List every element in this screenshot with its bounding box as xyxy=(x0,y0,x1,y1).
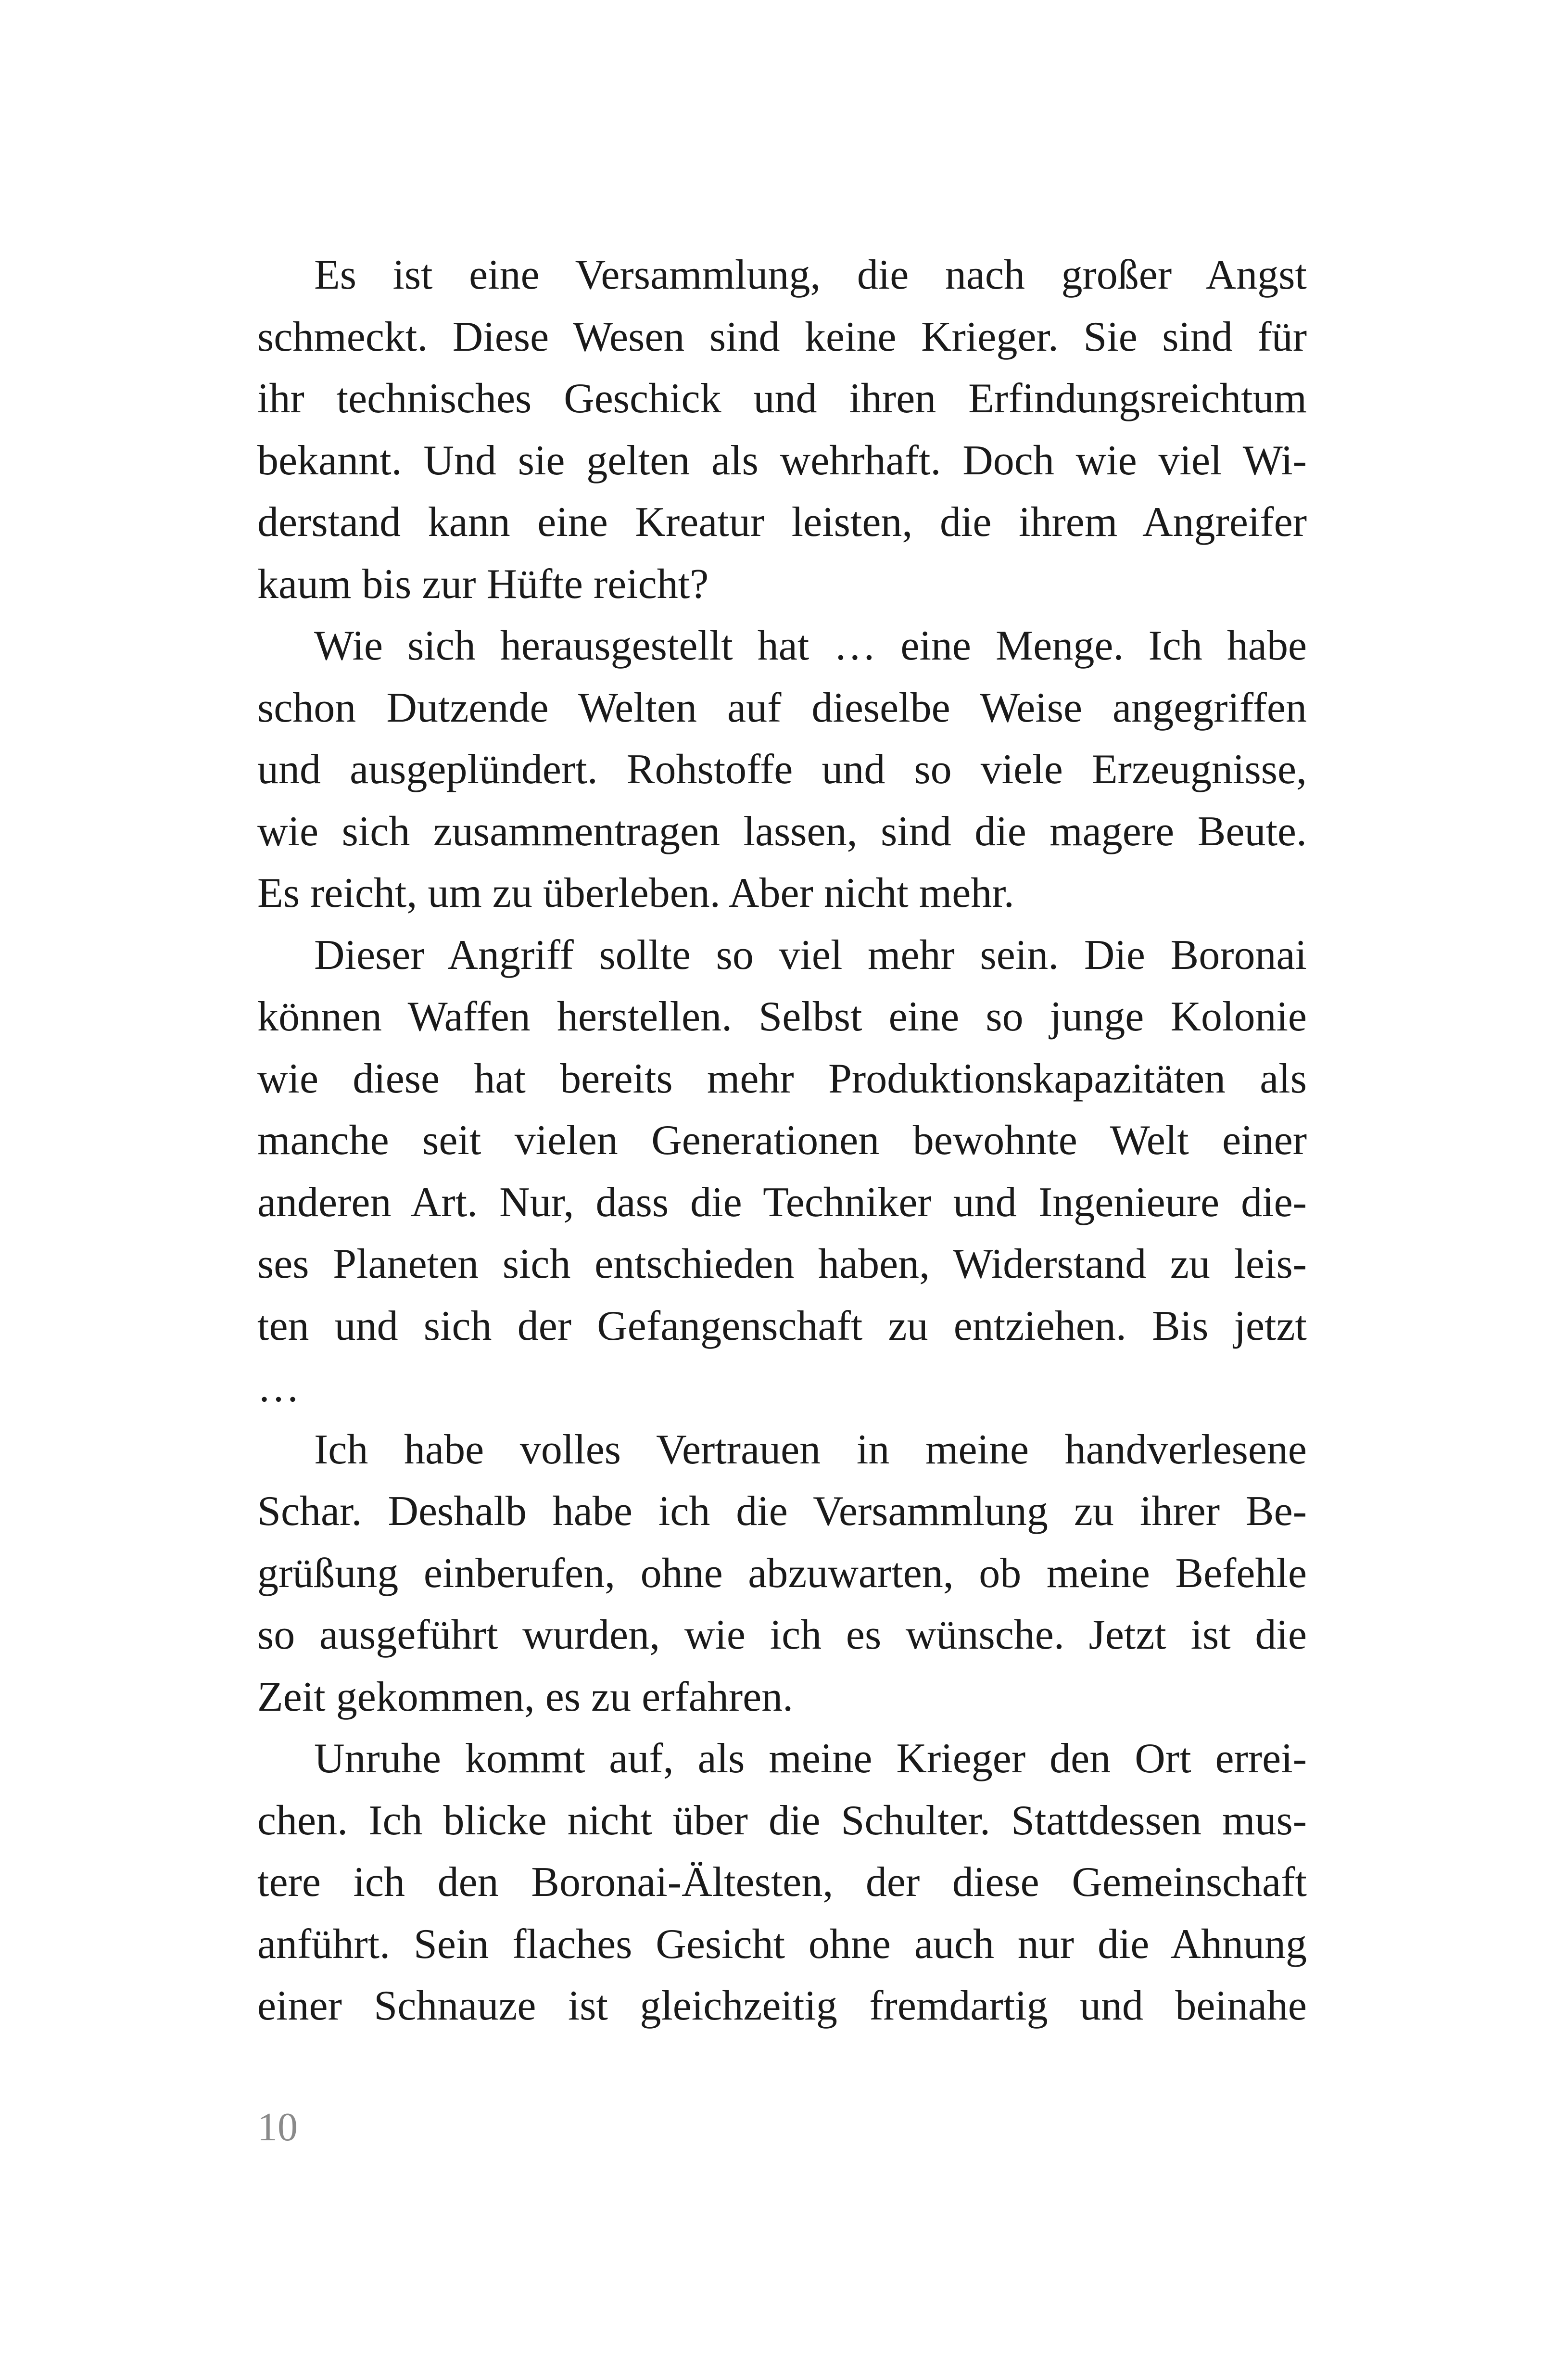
text-line: und ausgeplündert. Rohstoffe und so viele Erzeugnisse, xyxy=(257,746,1307,793)
text-line: kaum bis zur Hüfte reicht? xyxy=(257,560,709,608)
text-line: ten und sich der Gefangenschaft zu entziehen. Bis jetzt xyxy=(257,1302,1307,1349)
text-line: derstand kann eine Kreatur leisten, die ihrem Angreifer xyxy=(257,499,1307,546)
text-line: Es reicht, um zu überleben. Aber nicht mehr. xyxy=(257,870,1014,916)
text-line: ses Planeten sich entschieden haben, Widerstand zu leis- xyxy=(257,1241,1307,1287)
body-text xyxy=(257,244,1307,2037)
text-line: schon Dutzende Welten auf dieselbe Weise angegriffen xyxy=(257,684,1307,731)
paragraph xyxy=(257,1728,1307,2037)
text-line: Zeit gekommen, es zu erfahren. xyxy=(257,1673,794,1720)
text-line: schmeckt. Diese Wesen sind keine Krieger. Sie sind für xyxy=(257,313,1307,360)
paragraph xyxy=(257,244,1307,615)
text-line: chen. Ich blicke nicht über die Schulter. Stattdessen mus- xyxy=(257,1797,1307,1844)
text-line: einer Schnauze ist gleichzeitig fremdartig und beinahe xyxy=(257,1983,1307,2029)
text-line: ihr technisches Geschick und ihren Erfindungsreichtum xyxy=(257,375,1307,422)
text-line: … xyxy=(257,1364,300,1411)
text-line: manche seit vielen Generationen bewohnte Welt einer xyxy=(257,1117,1307,1164)
paragraph xyxy=(257,925,1307,1419)
text-line: können Waffen herstellen. Selbst eine so junge Kolonie xyxy=(257,993,1307,1040)
paragraph xyxy=(257,1419,1307,1729)
text-line: tere ich den Boronai-Ältesten, der diese Gemeinschaft xyxy=(257,1859,1307,1906)
text-line: grüßung einberufen, ohne abzuwarten, ob meine Befehle xyxy=(257,1550,1307,1597)
text-line: Es ist eine Versammlung, die nach großer Angst xyxy=(314,252,1307,298)
text-line: Ich habe volles Vertrauen in meine handverlesene xyxy=(314,1426,1307,1473)
text-line: wie diese hat bereits mehr Produktionskapazitäten als xyxy=(257,1055,1307,1102)
text-line: bekannt. Und sie gelten als wehrhaft. Doch wie viel Wi- xyxy=(257,437,1307,484)
text-line: Schar. Deshalb habe ich die Versammlung zu ihrer Be- xyxy=(257,1488,1307,1535)
text-line: Unruhe kommt auf, als meine Krieger den Ort errei- xyxy=(314,1735,1307,1782)
page-number: 10 xyxy=(257,2105,298,2149)
text-line: so ausgeführt wurden, wie ich es wünsche. Jetzt ist die xyxy=(257,1612,1307,1658)
text-line: Wie sich herausgestellt hat … eine Menge. Ich habe xyxy=(314,623,1307,669)
text-line: anderen Art. Nur, dass die Techniker und Ingenieure die- xyxy=(257,1179,1307,1226)
paragraph xyxy=(257,615,1307,925)
text-line: anführt. Sein flaches Gesicht ohne auch nur die Ahnung xyxy=(257,1920,1307,1968)
text-line: Dieser Angriff sollte so viel mehr sein. Die Boronai xyxy=(314,931,1307,979)
text-line: wie sich zusammentragen lassen, sind die magere Beute. xyxy=(257,808,1307,855)
